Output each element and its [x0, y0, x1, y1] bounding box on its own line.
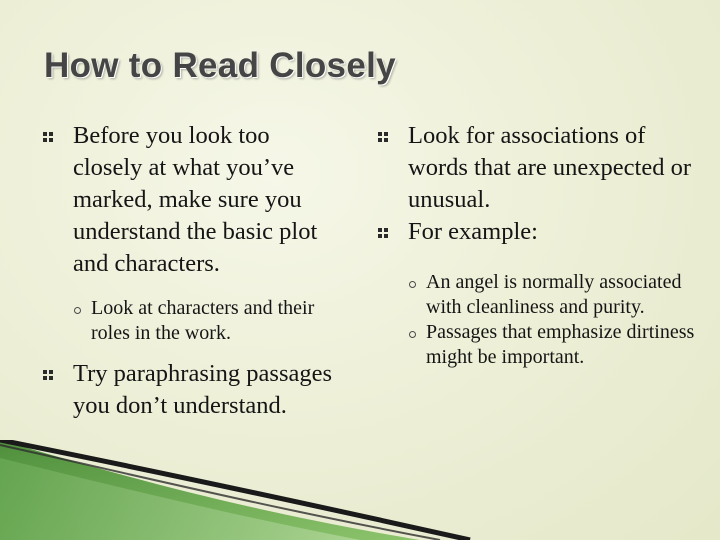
bullet-text: Try paraphrasing passages you don’t understand.: [73, 360, 333, 419]
hollow-circle-bullet-icon: [409, 331, 416, 338]
bullet-item: [43, 358, 343, 422]
sub-bullet-text: Look at characters and their roles in the work.: [91, 297, 315, 344]
bullet-text: Before you look too closely at what you’ve marked, make sure you understand the basic plot and characters.: [73, 122, 318, 277]
hollow-circle-bullet-icon: [74, 307, 81, 314]
left-column: [43, 120, 343, 422]
slide-title: How to Read Closely: [44, 46, 396, 85]
sub-bullet-item: [43, 296, 343, 346]
hollow-circle-bullet-icon: [409, 281, 416, 288]
bullet-item: [378, 120, 696, 216]
square-grid-bullet-icon: [378, 132, 390, 142]
bullet-item: [43, 120, 343, 280]
square-grid-bullet-icon: [378, 228, 390, 238]
right-column: [378, 120, 696, 370]
sub-bullet-item: [378, 320, 696, 370]
bullet-item: [378, 216, 696, 248]
sub-bullet-item: [378, 270, 696, 320]
square-grid-bullet-icon: [43, 132, 55, 142]
green-swoosh-graphic: [0, 440, 720, 540]
bullet-text: Look for associations of words that are unexpected or unusual.: [408, 122, 691, 213]
bullet-text: For example:: [408, 218, 538, 245]
sub-bullet-text: An angel is normally associated with cleanliness and purity.: [426, 271, 682, 318]
sub-bullet-text: Passages that emphasize dirtiness might be important.: [426, 321, 695, 368]
square-grid-bullet-icon: [43, 370, 55, 380]
